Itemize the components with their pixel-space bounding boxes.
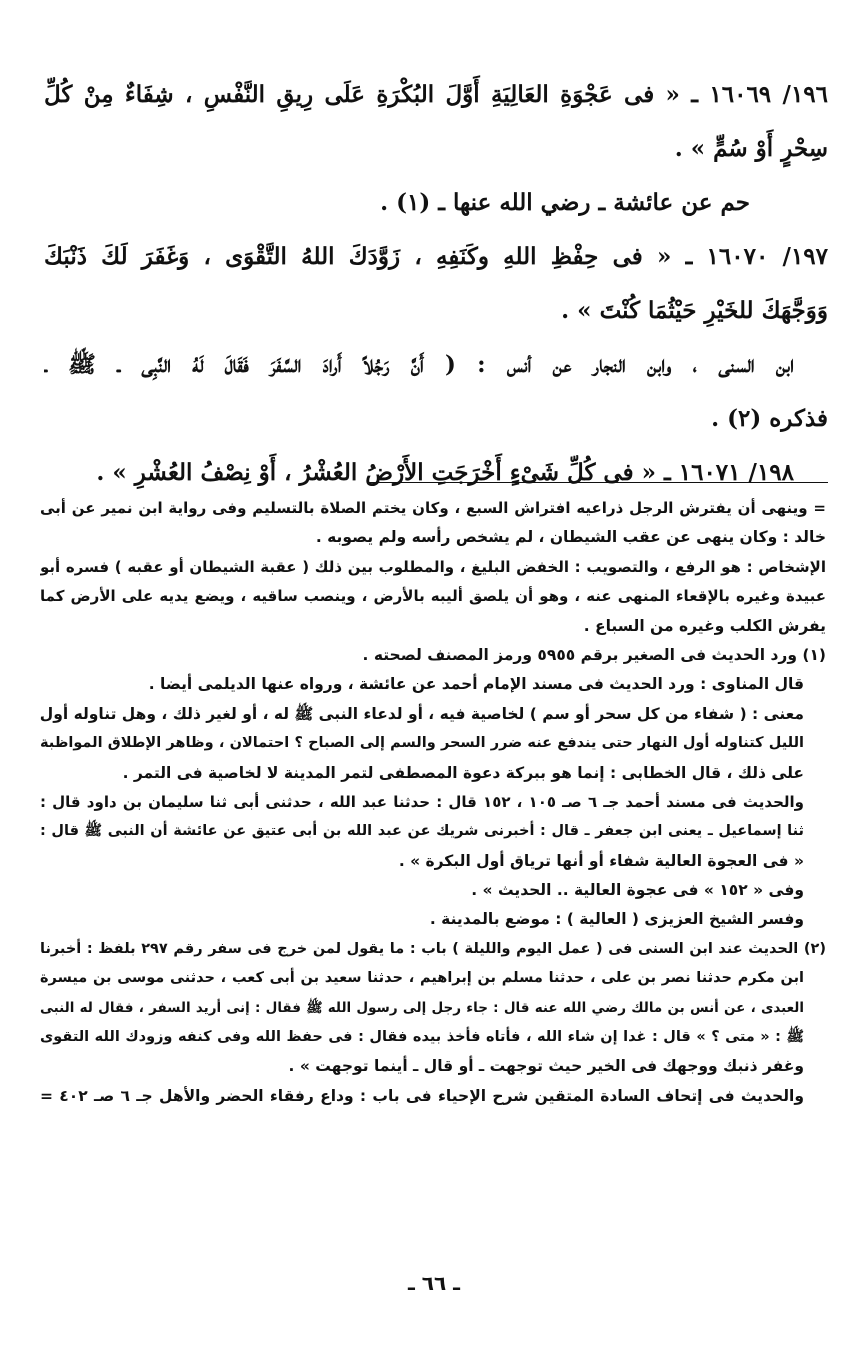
footnote-1-line: الليل كتناوله أول النهار حتى يندفع عنه ضرر السحر والسم إلى الصباح ؟ احتمالان ، وظاهر الإطلاق المواظبة (40, 735, 804, 752)
footnote-1-line: وفسر الشيخ العزيزى ( العالية ) : موضع بالمدينة . (429, 910, 804, 929)
footnote-1-line: والحديث فى مسند أحمد جـ ٦ صـ ١٠٥ ، ١٥٢ قال : حدثنا عبد الله ، حدثنى أبى ثنا سليمان بن داود قال : (40, 792, 804, 811)
hadith-196-source: حم عن عائشة ـ رضي الله عنها ـ (١) . (380, 189, 750, 216)
footnote-2-line: ابن مكرم حدثنا نصر بن على ، حدثنا مسلم بن إبراهيم ، حدثنا سعيد بن أبى كعب ، حدثنى موسى بن ميسرة (40, 970, 804, 987)
hadith-198-line-1: ١٩٨/ ١٦٠٧١ ـ « فى كُلِّ شَىْءٍ أَخْرَجَتِ الأَرْضُ العُشْرُ ، أَوْ نِصْفُ العُشْرِ » . (96, 459, 794, 486)
footnote-1-line: « فى العجوة العالية شفاء أو أنها ترياق أول البكرة » . (398, 851, 804, 870)
footnote-line: خالد : وكان ينهى عن عقب الشيطان ، لم يشخص رأسه ولم يصوبه . (315, 528, 826, 547)
hadith-text (44, 68, 828, 500)
footnote-1-line: معنى : ( شفاء من كل سحر أو سم ) لخاصية فيه ، أو لدعاء النبى ﷺ له ، أو لغير ذلك ، وهل تناوله أول (40, 704, 804, 723)
footnote-divider (368, 482, 828, 483)
footnote-line: الإشخاص : هو الرفع ، والتصويب : الخفض البليغ ، والمطلوب بين ذلك ( عقبة الشيطان أو عقبه ) فسره أبو (40, 557, 826, 576)
footnote-2-line: ﷺ : « متى ؟ » قال : غدا إن شاء الله ، فأتاه فأخذ بيده فقال : فى حفظ الله وفى كنفه وزودك الله التقوى (40, 1029, 804, 1046)
hadith-197-line-1: ١٩٧/ ١٦٠٧٠ ـ « فى حِفْظِ اللهِ وكَنَفِهِ ، زَوَّدَكَ اللهُ التَّقْوَى ، وَغَفَرَ لَكَ ذَنْبَكَ (44, 243, 828, 270)
hadith-197-line-2: وَوَجَّهَكَ للخَيْرِ حَيْثُمَا كُنْتَ » . (561, 297, 828, 324)
hadith-196-line-1: ١٩٦/ ١٦٠٦٩ ـ « فى عَجْوَةِ العَالِيَةِ أَوَّلَ البُكْرَةِ عَلَى رِيقِ النَّفْسِ ، شِفَاءٌ مِنْ كُلِّ (44, 81, 828, 108)
footnote-1-line: ثنا إسماعيل ـ يعنى ابن جعفر ـ قال : أخبرنى شريك عن عبد الله بن أبى عتيق عن عائشة أن النبى ﷺ قال : (40, 823, 804, 840)
footnote-2-line: (٢) الحديث عند ابن السنى فى ( عمل اليوم والليلة ) باب : ما يقول لمن خرج فى سفر رقم ٢٩٧ بلفظ : أخبرنا (40, 940, 826, 957)
footnote-1-line: وفى « ١٥٢ » فى عجوة العالية .. الحديث » . (471, 881, 804, 900)
footnote-line: عبيدة وغيره بالإقعاء المنهى عنه ، وهو أن يلصق أليبه بالأرض ، وينصب ساقيه ، ويضع يديه على الأرض كما (40, 587, 826, 606)
footnote-1-line: على ذلك ، قال الخطابى : إنما هو ببركة دعوة المصطفى لتمر المدينة لا لخاصية فى التمر . (122, 763, 804, 782)
footnote-line: يفرش الكلب وغيره من السباع . (583, 616, 826, 635)
footnote-2-line: والحديث فى إتحاف السادة المتقين شرح الإحياء فى باب : وداع رفقاء الحضر والأهل جـ ٦ صـ ٤٠٢ = (40, 1086, 804, 1105)
hadith-197-source-line-1: ابن السنى ، وابن النجار عن أنس : ( أَنَّ رَجُلاً أَرادَ السَّفَرَ فَقَالَ لَهُ النَّبِى ـ ﷺ ـ (44, 351, 794, 378)
hadith-197-source-line-2: فذكره (٢) . (711, 405, 828, 432)
hadith-196-line-2: سِحْرٍ أَوْ سُمٍّ » . (674, 135, 828, 162)
footnotes (40, 494, 826, 1111)
page-number: ـ ٦٦ ـ (407, 1271, 461, 1295)
footnote-1-line: (١) ورد الحديث فى الصغير برقم ٥٩٥٥ ورمز المصنف لصحته . (362, 645, 826, 664)
footnote-2-line: وغفر ذنبك ووجهك فى الخير حيث توجهت ـ أو قال ـ أينما توجهت » . (288, 1057, 804, 1076)
footnote-2-line: العبدى ، عن أنس بن مالك رضي الله عنه قال : جاء رجل إلى رسول الله ﷺ فقال : إنى أريد السفر ، فقال له النبى (40, 999, 804, 1016)
footnote-line: = وينهى أن يفترش الرجل ذراعيه افتراش السبع ، وكان يختم الصلاة بالتسليم وفى رواية ابن نمير عن أبى (40, 499, 826, 517)
footnote-1-line: قال المناوى : ورد الحديث فى مسند الإمام أحمد عن عائشة ، ورواه عنها الديلمى أيضا . (148, 675, 804, 694)
